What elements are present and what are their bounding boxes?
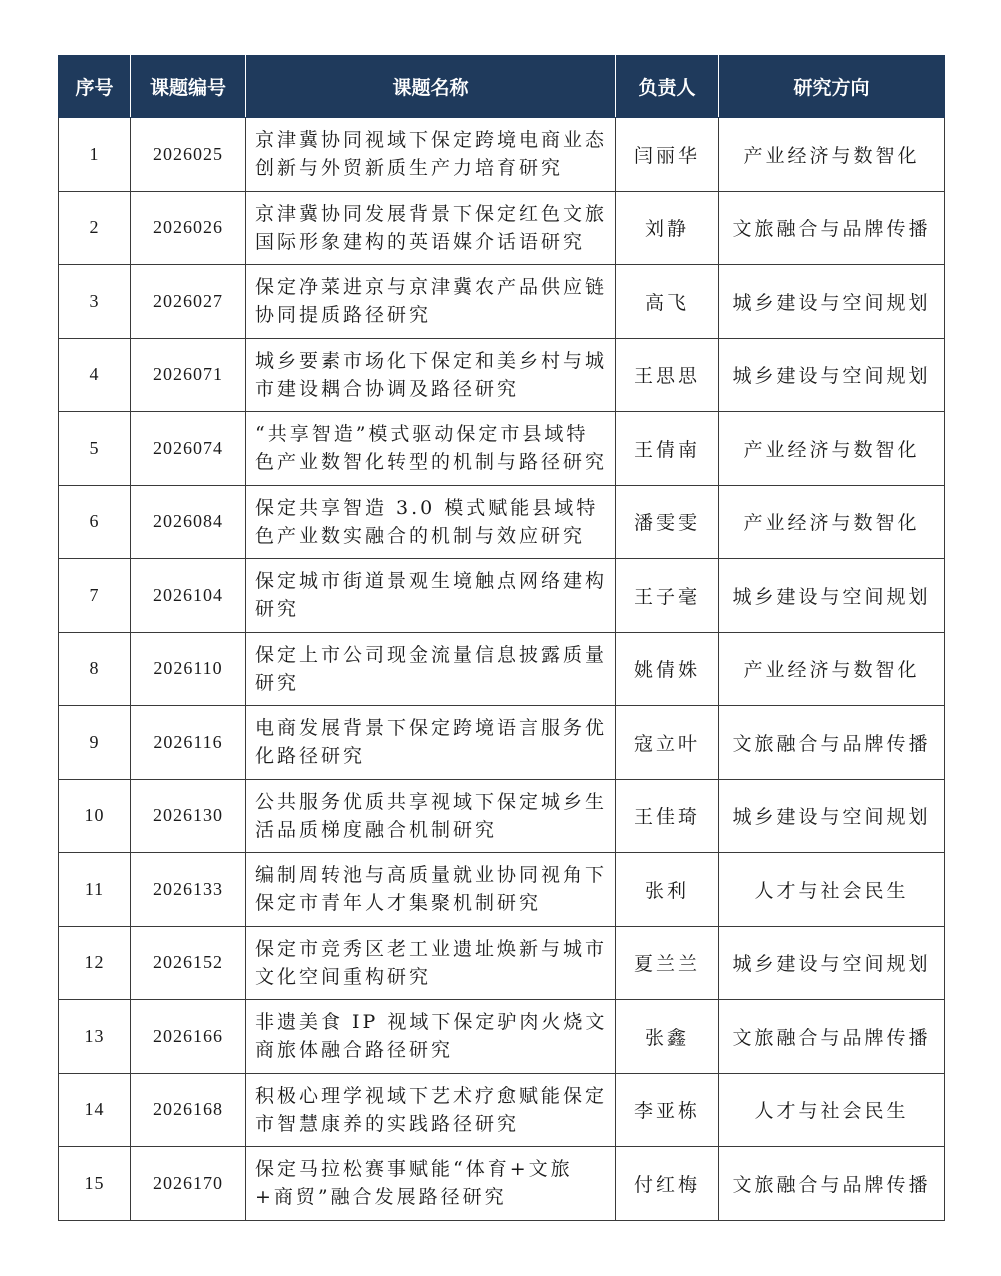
cell-seq: 8 (59, 632, 131, 706)
cell-lead: 高飞 (616, 265, 719, 339)
cell-name: 京津冀协同发展背景下保定红色文旅国际形象建构的英语媒介话语研究 (246, 191, 616, 265)
cell-code: 2026116 (131, 706, 246, 780)
cell-seq: 2 (59, 191, 131, 265)
cell-code: 2026027 (131, 265, 246, 339)
cell-code: 2026084 (131, 485, 246, 559)
table-row (59, 265, 945, 339)
cell-seq: 3 (59, 265, 131, 339)
cell-dir: 文旅融合与品牌传播 (719, 1147, 945, 1221)
cell-lead: 付红梅 (616, 1147, 719, 1221)
table-row (59, 412, 945, 486)
cell-code: 2026133 (131, 853, 246, 927)
cell-seq: 10 (59, 779, 131, 853)
cell-name: 保定共享智造 3.0 模式赋能县域特色产业数实融合的机制与效应研究 (246, 485, 616, 559)
cell-lead: 王倩南 (616, 412, 719, 486)
cell-lead: 王子毫 (616, 559, 719, 633)
cell-code: 2026025 (131, 118, 246, 192)
cell-seq: 12 (59, 926, 131, 1000)
cell-name: 电商发展背景下保定跨境语言服务优化路径研究 (246, 706, 616, 780)
cell-lead: 夏兰兰 (616, 926, 719, 1000)
cell-lead: 张利 (616, 853, 719, 927)
cell-dir: 产业经济与数智化 (719, 118, 945, 192)
cell-name: 公共服务优质共享视域下保定城乡生活品质梯度融合机制研究 (246, 779, 616, 853)
cell-dir: 文旅融合与品牌传播 (719, 191, 945, 265)
cell-lead: 姚倩姝 (616, 632, 719, 706)
cell-name: 保定马拉松赛事赋能“体育+文旅+商贸”融合发展路径研究 (246, 1147, 616, 1221)
cell-name: 非遗美食 IP 视域下保定驴肉火烧文商旅体融合路径研究 (246, 1000, 616, 1074)
header-lead: 负责人 (616, 56, 719, 118)
cell-seq: 13 (59, 1000, 131, 1074)
cell-dir: 城乡建设与空间规划 (719, 779, 945, 853)
cell-dir: 人才与社会民生 (719, 1073, 945, 1147)
cell-name: 保定上市公司现金流量信息披露质量研究 (246, 632, 616, 706)
project-table (58, 55, 945, 1221)
cell-seq: 14 (59, 1073, 131, 1147)
cell-dir: 城乡建设与空间规划 (719, 559, 945, 633)
header-name: 课题名称 (246, 56, 616, 118)
cell-code: 2026166 (131, 1000, 246, 1074)
cell-code: 2026071 (131, 338, 246, 412)
cell-dir: 城乡建设与空间规划 (719, 338, 945, 412)
table-row (59, 926, 945, 1000)
cell-seq: 15 (59, 1147, 131, 1221)
cell-name: 京津冀协同视域下保定跨境电商业态创新与外贸新质生产力培育研究 (246, 118, 616, 192)
cell-dir: 城乡建设与空间规划 (719, 265, 945, 339)
table-row (59, 1000, 945, 1074)
table-row (59, 632, 945, 706)
cell-dir: 文旅融合与品牌传播 (719, 706, 945, 780)
cell-lead: 张鑫 (616, 1000, 719, 1074)
table-row (59, 559, 945, 633)
cell-name: 编制周转池与高质量就业协同视角下保定市青年人才集聚机制研究 (246, 853, 616, 927)
header-seq: 序号 (59, 56, 131, 118)
cell-seq: 9 (59, 706, 131, 780)
table-body (59, 118, 945, 1221)
header-dir: 研究方向 (719, 56, 945, 118)
cell-code: 2026104 (131, 559, 246, 633)
cell-lead: 王思思 (616, 338, 719, 412)
table-row (59, 191, 945, 265)
table-header (59, 56, 945, 118)
table-row (59, 706, 945, 780)
cell-name: 保定净菜进京与京津冀农产品供应链协同提质路径研究 (246, 265, 616, 339)
cell-name: 积极心理学视域下艺术疗愈赋能保定市智慧康养的实践路径研究 (246, 1073, 616, 1147)
table-row (59, 1073, 945, 1147)
cell-seq: 7 (59, 559, 131, 633)
cell-lead: 刘静 (616, 191, 719, 265)
cell-code: 2026170 (131, 1147, 246, 1221)
cell-name: “共享智造”模式驱动保定市县域特色产业数智化转型的机制与路径研究 (246, 412, 616, 486)
cell-code: 2026074 (131, 412, 246, 486)
cell-seq: 11 (59, 853, 131, 927)
cell-seq: 6 (59, 485, 131, 559)
cell-dir: 产业经济与数智化 (719, 632, 945, 706)
cell-dir: 人才与社会民生 (719, 853, 945, 927)
table-row (59, 779, 945, 853)
cell-dir: 文旅融合与品牌传播 (719, 1000, 945, 1074)
cell-seq: 4 (59, 338, 131, 412)
cell-dir: 产业经济与数智化 (719, 412, 945, 486)
cell-lead: 李亚栋 (616, 1073, 719, 1147)
cell-name: 保定市竞秀区老工业遗址焕新与城市文化空间重构研究 (246, 926, 616, 1000)
cell-lead: 王佳琦 (616, 779, 719, 853)
table-row (59, 485, 945, 559)
table-row (59, 338, 945, 412)
cell-code: 2026130 (131, 779, 246, 853)
cell-lead: 闫丽华 (616, 118, 719, 192)
header-code: 课题编号 (131, 56, 246, 118)
cell-code: 2026168 (131, 1073, 246, 1147)
cell-name: 城乡要素市场化下保定和美乡村与城市建设耦合协调及路径研究 (246, 338, 616, 412)
cell-seq: 1 (59, 118, 131, 192)
cell-code: 2026110 (131, 632, 246, 706)
cell-dir: 城乡建设与空间规划 (719, 926, 945, 1000)
cell-code: 2026152 (131, 926, 246, 1000)
table-row (59, 118, 945, 192)
cell-name: 保定城市街道景观生境触点网络建构研究 (246, 559, 616, 633)
cell-code: 2026026 (131, 191, 246, 265)
cell-lead: 潘雯雯 (616, 485, 719, 559)
cell-seq: 5 (59, 412, 131, 486)
cell-dir: 产业经济与数智化 (719, 485, 945, 559)
header-row (59, 56, 945, 118)
table-row (59, 1147, 945, 1221)
cell-lead: 寇立叶 (616, 706, 719, 780)
table-row (59, 853, 945, 927)
